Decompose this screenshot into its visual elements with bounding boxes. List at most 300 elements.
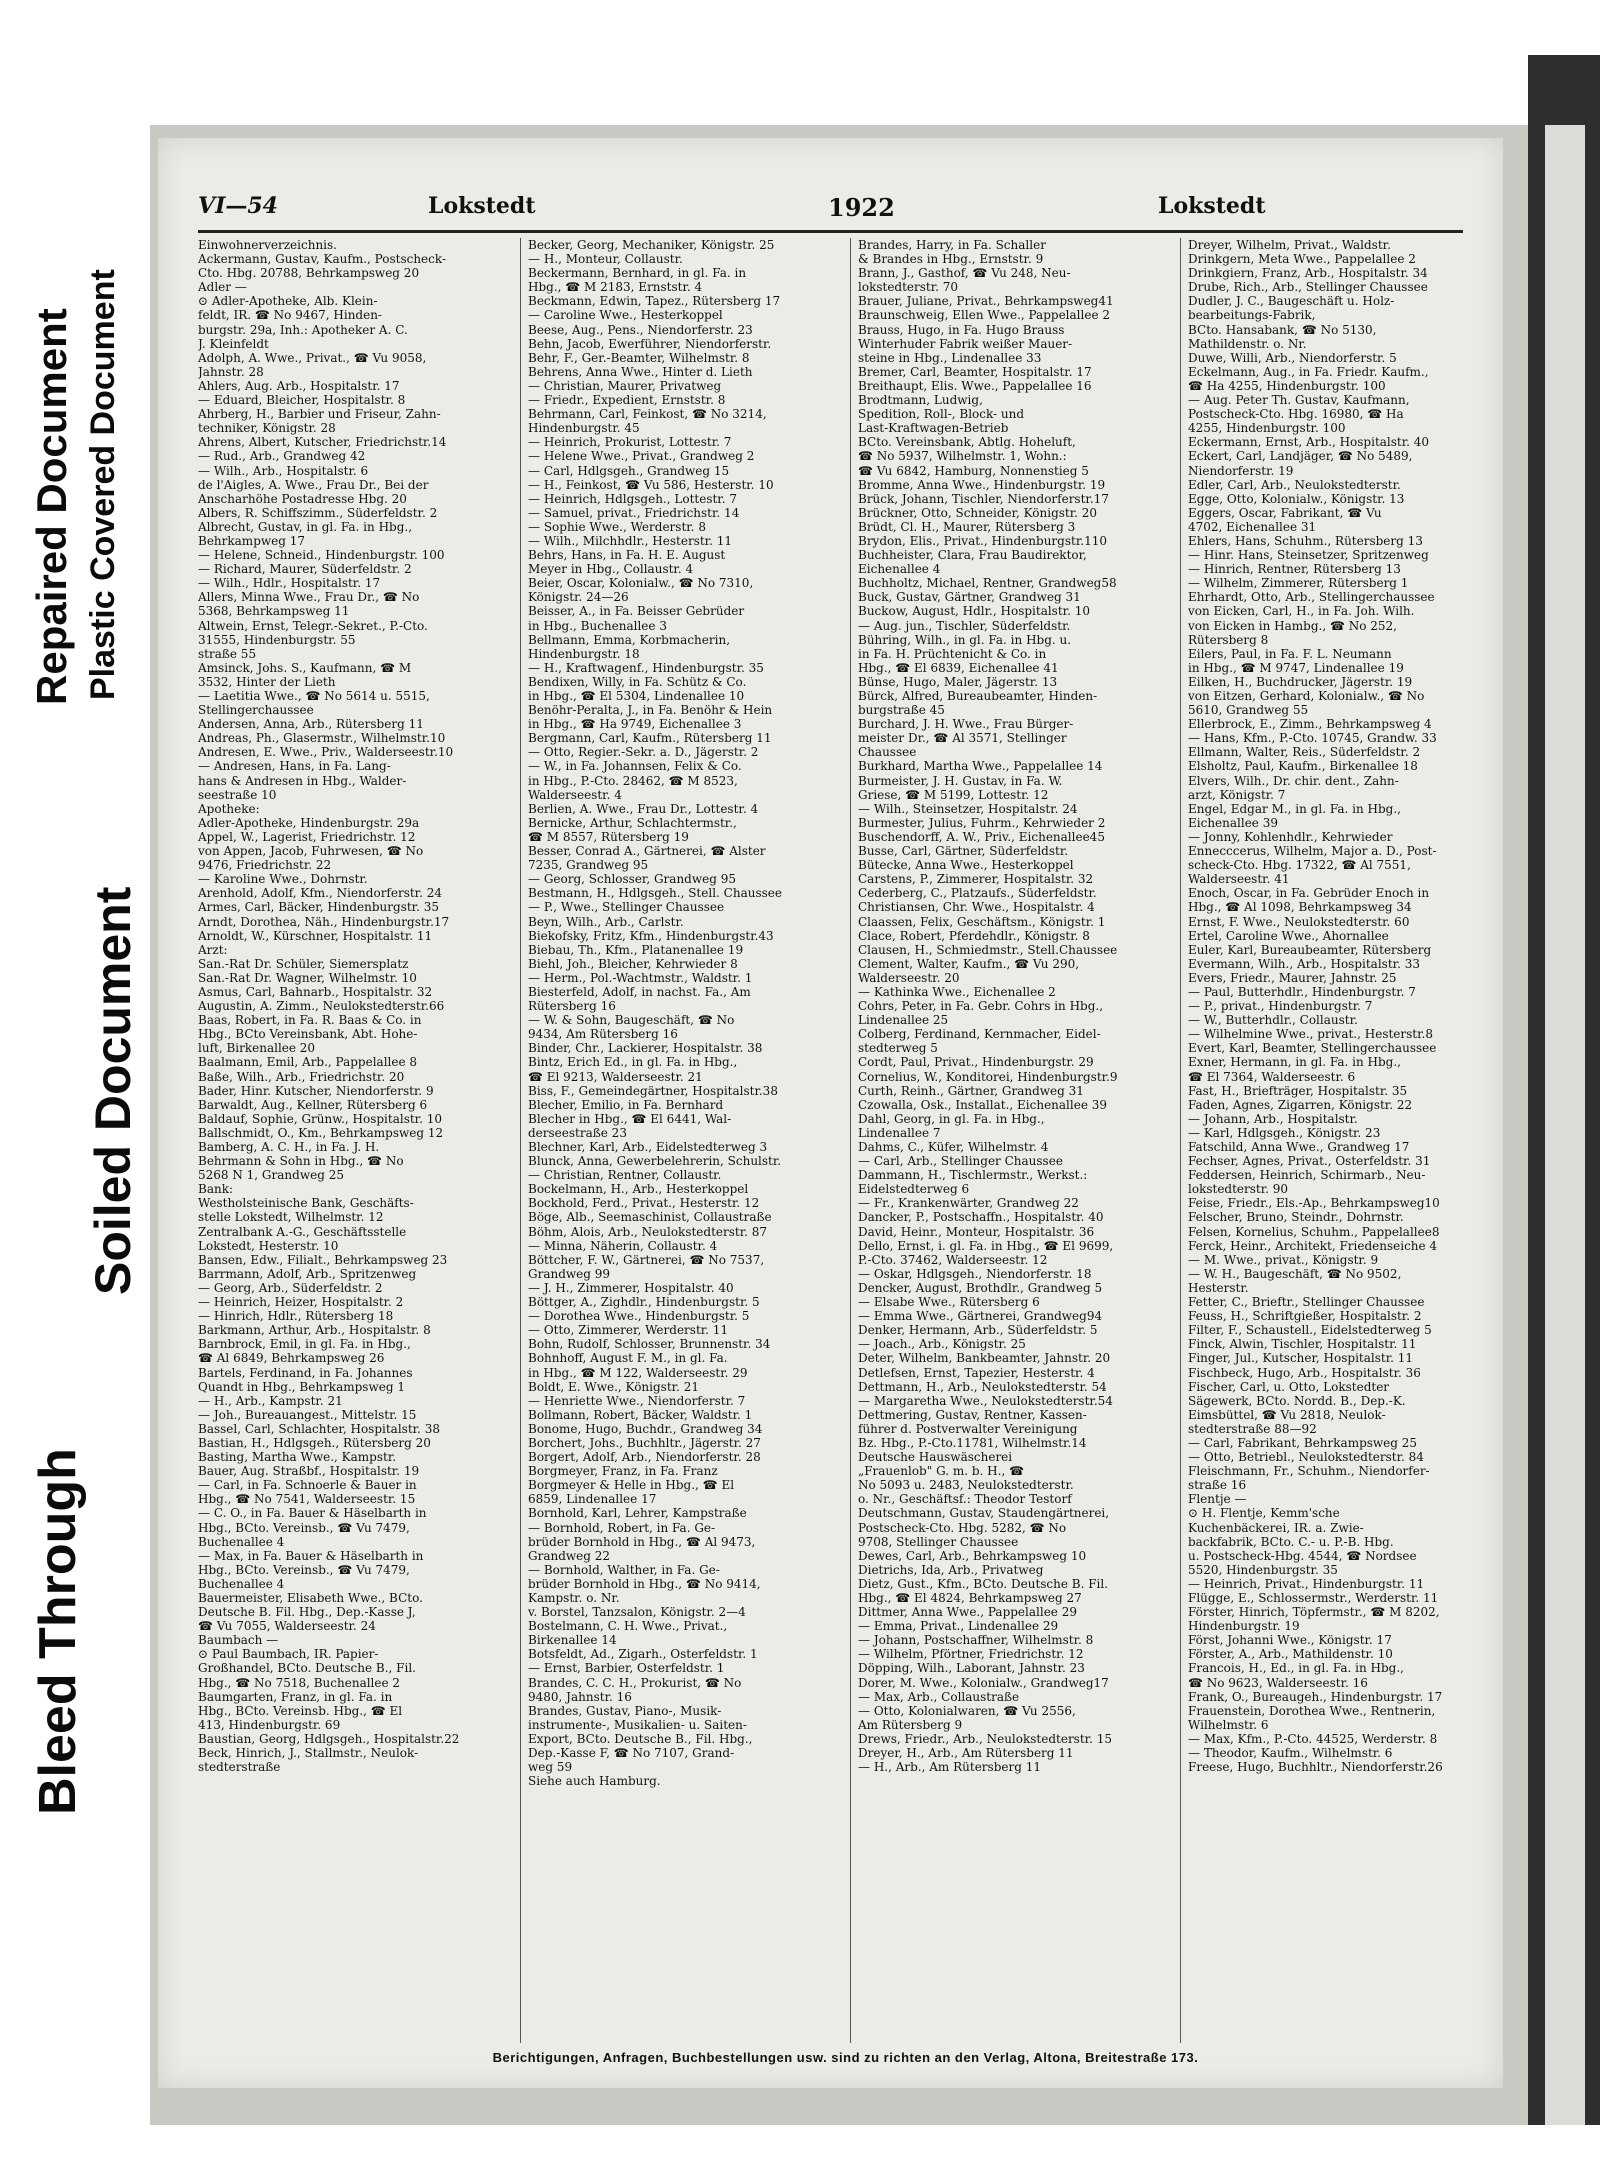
directory-entry-line: techniker, Königstr. 28 bbox=[198, 421, 336, 436]
directory-entry-line: — H., Monteur, Collaustr. bbox=[528, 252, 683, 267]
directory-entry-line: — Otto, Betriebl., Neulokstedterstr. 84 bbox=[1188, 1450, 1424, 1465]
directory-entry-line: straße 55 bbox=[198, 646, 257, 661]
directory-entry-line: Fischbeck, Hugo, Arb., Hospitalstr. 36 bbox=[1188, 1365, 1421, 1380]
directory-entry-line: Frauenstein, Dorothea Wwe., Rentnerin, bbox=[1188, 1703, 1436, 1718]
directory-entry-line: — H., Kraftwagenf., Hindenburgstr. 35 bbox=[528, 660, 764, 675]
directory-entry-line: Arndt, Dorothea, Näh., Hindenburgstr.17 bbox=[198, 914, 450, 929]
directory-entry-line: Cornelius, W., Konditorei, Hindenburgstr.9 bbox=[858, 1069, 1118, 1084]
directory-entry-line: Bremer, Carl, Beamter, Hospitalstr. 17 bbox=[858, 364, 1092, 379]
directory-entry-line: ☎ No 9623, Walderseestr. 16 bbox=[1188, 1675, 1368, 1690]
directory-entry-line: Francois, H., Ed., in gl. Fa. in Hbg., bbox=[1188, 1661, 1404, 1676]
directory-entry-line: — Aug. jun., Tischler, Süderfeldstr. bbox=[858, 618, 1071, 633]
directory-entry-line: Lindenallee 7 bbox=[858, 1125, 941, 1140]
directory-entry-line: Anscharhöhe Postadresse Hbg. 20 bbox=[198, 491, 407, 506]
directory-entry-line: — Carl, in Fa. Schnoerle & Bauer in bbox=[198, 1478, 417, 1493]
directory-entry-line: v. Borstel, Tanzsalon, Königstr. 2—4 bbox=[528, 1605, 746, 1620]
directory-entry-line: Böge, Alb., Seemaschinist, Collaustraße bbox=[528, 1210, 772, 1225]
directory-entry-line: Westholsteinische Bank, Geschäfts- bbox=[198, 1196, 414, 1211]
directory-entry-line: Berlien, A. Wwe., Frau Dr., Lottestr. 4 bbox=[528, 801, 759, 816]
directory-entry-line: — Carl, Fabrikant, Behrkampsweg 25 bbox=[1188, 1435, 1418, 1450]
directory-entry-line: — Otto, Regier.-Sekr. a. D., Jägerstr. 2 bbox=[528, 745, 759, 760]
directory-entry-line: Königstr. 24—26 bbox=[528, 590, 629, 605]
directory-column-2 bbox=[528, 238, 843, 1788]
directory-entry-line: seestraße 10 bbox=[198, 787, 277, 802]
directory-entry-line: von Appen, Jacob, Fuhrwesen, ☎ No bbox=[198, 844, 424, 859]
directory-entry-line: 413, Hindenburgstr. 69 bbox=[198, 1717, 341, 1732]
directory-entry-line: Deter, Wilhelm, Bankbeamter, Jahnstr. 20 bbox=[858, 1351, 1111, 1366]
directory-entry-line: Drinkgiern, Franz, Arb., Hospitalstr. 34 bbox=[1188, 266, 1428, 281]
directory-entry-line: — H., Arb., Am Rütersberg 11 bbox=[858, 1760, 1041, 1775]
directory-entry-line: Bz. Hbg., P.-Cto.11781, Wilhelmstr.14 bbox=[858, 1435, 1087, 1450]
directory-entry-line: Bockhold, Ferd., Privat., Hesterstr. 12 bbox=[528, 1196, 760, 1211]
directory-entry-line: 9708, Stellinger Chaussee bbox=[858, 1534, 1019, 1549]
directory-entry-line: Bergmann, Carl, Kaufm., Rütersberg 11 bbox=[528, 731, 772, 746]
directory-entry-line: Ahrens, Albert, Kutscher, Friedrichstr.14 bbox=[198, 435, 447, 450]
directory-entry-line: Arenhold, Adolf, Kfm., Niendorferstr. 24 bbox=[198, 886, 443, 901]
directory-entry-line: Eichenallee 4 bbox=[858, 562, 941, 577]
directory-entry-line: Andresen, E. Wwe., Priv., Walderseestr.10 bbox=[198, 745, 454, 760]
directory-entry-line: — Hinr. Hans, Steinsetzer, Spritzenweg bbox=[1188, 548, 1429, 563]
directory-entry-line: Dietrichs, Ida, Arb., Privatweg bbox=[858, 1562, 1044, 1577]
directory-entry-line: Beisser, A., in Fa. Beisser Gebrüder bbox=[528, 604, 745, 619]
directory-entry-line: lokstedterstr. 70 bbox=[858, 280, 959, 295]
directory-entry-line: Asmus, Carl, Bahnarb., Hospitalstr. 32 bbox=[198, 984, 433, 999]
directory-entry-line: Faden, Agnes, Zigarren, Königstr. 22 bbox=[1188, 1097, 1413, 1112]
directory-entry-line: Edler, Carl, Arb., Neulokstedterstr. bbox=[1188, 477, 1401, 492]
directory-entry-line: Bank: bbox=[198, 1182, 234, 1197]
directory-entry-line: P.-Cto. 37462, Walderseestr. 12 bbox=[858, 1252, 1048, 1267]
directory-entry-line: Ennecccerus, Wilhelm, Major a. D., Post- bbox=[1188, 844, 1437, 859]
directory-entry-line: steine in Hbg., Lindenallee 33 bbox=[858, 350, 1042, 365]
directory-entry-line: Biesterfeld, Adolf, in nachst. Fa., Am bbox=[528, 984, 751, 999]
directory-entry-line: — Otto, Zimmerer, Werderstr. 11 bbox=[528, 1323, 729, 1338]
directory-entry-line: Andreas, Ph., Glasermstr., Wilhelmstr.10 bbox=[198, 731, 446, 746]
directory-entry-line: Bollmann, Robert, Bäcker, Waldstr. 1 bbox=[528, 1407, 753, 1422]
directory-entry-line: Dettmann, H., Arb., Neulokstedterstr. 54 bbox=[858, 1379, 1107, 1394]
directory-entry-line: Eilers, Paul, in Fa. F. L. Neumann bbox=[1188, 646, 1392, 661]
directory-entry-line: hans & Andresen in Hbg., Walder- bbox=[198, 773, 407, 788]
directory-entry-line: Export, BCto. Deutsche B., Fil. Hbg., bbox=[528, 1731, 753, 1746]
directory-entry-line: Bütecke, Anna Wwe., Hesterkoppel bbox=[858, 858, 1074, 873]
directory-entry-line: — Bornhold, Walther, in Fa. Ge- bbox=[528, 1562, 720, 1577]
directory-entry-line: Apotheke: bbox=[198, 801, 260, 816]
directory-entry-line: San.-Rat Dr. Schüler, Siemersplatz bbox=[198, 956, 409, 971]
directory-entry-line: Brauss, Hugo, in Fa. Hugo Brauss bbox=[858, 322, 1065, 337]
directory-entry-line: ☎ Vu 7055, Walderseestr. 24 bbox=[198, 1619, 376, 1634]
directory-entry-line: Augustin, A. Zimm., Neulokstedterstr.66 bbox=[198, 999, 445, 1014]
directory-entry-line: — Richard, Maurer, Süderfeldstr. 2 bbox=[198, 562, 412, 577]
adjacent-page-edge bbox=[1545, 125, 1585, 2125]
directory-entry-line: Borgmeyer, Franz, in Fa. Franz bbox=[528, 1464, 718, 1479]
directory-entry-line: — Wilh., Steinsetzer, Hospitalstr. 24 bbox=[858, 801, 1078, 816]
directory-entry-line: — Wilhelm, Zimmerer, Rütersberg 1 bbox=[1188, 576, 1409, 591]
directory-entry-line: Flentje — bbox=[1188, 1492, 1247, 1507]
directory-entry-line: San.-Rat Dr. Wagner, Wilhelmstr. 10 bbox=[198, 970, 417, 985]
directory-entry-line: — Margaretha Wwe., Neulokstedterstr.54 bbox=[858, 1393, 1113, 1408]
directory-entry-line: — Carl, Arb., Stellinger Chaussee bbox=[858, 1154, 1063, 1169]
directory-entry-line: Evermann, Wilh., Arb., Hospitalstr. 33 bbox=[1188, 956, 1420, 971]
directory-entry-line: — Hinrich, Rentner, Rütersberg 13 bbox=[1188, 562, 1401, 577]
directory-entry-line: Altwein, Ernst, Telegr.-Sekret., P.-Cto. bbox=[198, 618, 428, 633]
label-sidebar bbox=[0, 0, 150, 2177]
directory-entry-line: Böttcher, F. W., Gärtnerei, ☎ No 7537, bbox=[528, 1252, 765, 1267]
directory-entry-line: — Ernst, Barbier, Osterfeldstr. 1 bbox=[528, 1661, 725, 1676]
directory-entry-line: — Hinrich, Hdlr., Rütersberg 18 bbox=[198, 1309, 394, 1324]
directory-entry-line: stedterstraße 88—92 bbox=[1188, 1421, 1317, 1436]
directory-entry-line: Buck, Gustav, Gärtner, Grandweg 31 bbox=[858, 590, 1081, 605]
directory-entry-line: Eckermann, Ernst, Arb., Hospitalstr. 40 bbox=[1188, 435, 1430, 450]
directory-entry-line: Duwe, Willi, Arb., Niendorferstr. 5 bbox=[1188, 350, 1397, 365]
directory-entry-line: — Wilhelmine Wwe., privat., Hesterstr.8 bbox=[1188, 1027, 1433, 1042]
directory-entry-line: Hbg., BCto. Vereinsb., ☎ Vu 7479, bbox=[198, 1562, 410, 1577]
directory-entry-line: Postscheck-Cto. Hbg. 16980, ☎ Ha bbox=[1188, 407, 1404, 422]
directory-entry-line: — H., Feinkost, ☎ Vu 586, Hesterstr. 10 bbox=[528, 477, 774, 492]
directory-entry-line: u. Postscheck-Hbg. 4544, ☎ Nordsee bbox=[1188, 1548, 1417, 1563]
directory-entry-line: brüder Bornhold in Hbg., ☎ No 9414, bbox=[528, 1576, 761, 1591]
directory-entry-line: — Karoline Wwe., Dohrnstr. bbox=[198, 872, 368, 887]
directory-entry-line: Armes, Carl, Bäcker, Hindenburgstr. 35 bbox=[198, 900, 439, 915]
directory-entry-line: Blecher, Emilio, in Fa. Bernhard bbox=[528, 1097, 724, 1112]
directory-entry-line: 9476, Friedrichstr. 22 bbox=[198, 858, 332, 873]
directory-entry-line: — Friedr., Expedient, Ernststr. 8 bbox=[528, 393, 726, 408]
directory-entry-line: Biebau, Th., Kfm., Platanenallee 19 bbox=[528, 942, 744, 957]
directory-entry-line: ☎ M 8557, Rütersberg 19 bbox=[528, 829, 689, 844]
directory-entry-line: Curth, Reinh., Gärtner, Grandweg 31 bbox=[858, 1083, 1084, 1098]
directory-entry-line: Clausen, H., Schmiedmstr., Stell.Chaussee bbox=[858, 942, 1118, 957]
directory-entry-line: ⊙ Adler-Apotheke, Alb. Klein- bbox=[198, 294, 378, 309]
directory-entry-line: Brydon, Elis., Privat., Hindenburgstr.110 bbox=[858, 533, 1107, 548]
directory-entry-line: ☎ El 7364, Walderseestr. 6 bbox=[1188, 1069, 1356, 1084]
directory-entry-line: Baalmann, Emil, Arb., Pappelallee 8 bbox=[198, 1055, 418, 1070]
directory-entry-line: Adler — bbox=[198, 280, 247, 295]
directory-entry-line: Enoch, Oscar, in Fa. Gebrüder Enoch in bbox=[1188, 886, 1430, 901]
directory-entry-line: „Frauenlob" G. m. b. H., ☎ bbox=[858, 1464, 1025, 1479]
directory-entry-line: Drews, Friedr., Arb., Neulokstedterstr. 15 bbox=[858, 1731, 1112, 1746]
directory-entry-line: in Hbg., ☎ M 9747, Lindenallee 19 bbox=[1188, 660, 1404, 675]
directory-entry-line: Hindenburgstr. 45 bbox=[528, 421, 640, 436]
directory-entry-line: Biss, F., Gemeindegärtner, Hospitalstr.38 bbox=[528, 1083, 778, 1098]
directory-entry-line: Fischer, Carl, u. Otto, Lokstedter bbox=[1188, 1379, 1390, 1394]
directory-entry-line: führer d. Postverwalter Vereinigung bbox=[858, 1421, 1078, 1436]
directory-entry-line: Förster, Hinrich, Töpfermstr., ☎ M 8202, bbox=[1188, 1605, 1440, 1620]
directory-entry-line: Behn, Jacob, Ewerführer, Niendorferstr. bbox=[528, 336, 772, 351]
directory-entry-line: Dietz, Gust., Kfm., BCto. Deutsche B. Fil. bbox=[858, 1576, 1109, 1591]
directory-entry-line: ☎ No 5937, Wilhelmstr. 1, Wohn.: bbox=[858, 449, 1067, 464]
directory-entry-line: Först, Johanni Wwe., Königstr. 17 bbox=[1188, 1633, 1392, 1648]
directory-entry-line: Barrmann, Adolf, Arb., Spritzenweg bbox=[198, 1266, 417, 1281]
directory-entry-line: von Eitzen, Gerhard, Kolonialw., ☎ No bbox=[1188, 689, 1425, 703]
directory-entry-line: Burmeister, J. H. Gustav, in Fa. W. bbox=[858, 773, 1063, 788]
directory-entry-line: & Brandes in Hbg., Ernststr. 9 bbox=[858, 252, 1044, 267]
directory-entry-line: Ferck, Heinr., Architekt, Friedenseiche 4 bbox=[1188, 1238, 1438, 1253]
directory-entry-line: Becker, Georg, Mechaniker, Königstr. 25 bbox=[528, 238, 775, 252]
directory-entry-line: Barkmann, Arthur, Arb., Hospitalstr. 8 bbox=[198, 1323, 431, 1338]
directory-entry-line: Bintz, Erich Ed., in gl. Fa. in Hbg., bbox=[528, 1055, 738, 1070]
directory-entry-line: Rütersberg 16 bbox=[528, 999, 616, 1014]
directory-entry-line: Feuss, H., Schriftgießer, Hospitalstr. 2 bbox=[1188, 1309, 1422, 1324]
directory-entry-line: Quandt in Hbg., Behrkampsweg 1 bbox=[198, 1379, 405, 1394]
directory-entry-line: Bamberg, A. C. H., in Fa. J. H. bbox=[198, 1140, 380, 1154]
directory-entry-line: in Hbg., ☎ Ha 9749, Eichenallee 3 bbox=[528, 717, 742, 732]
header-year: 1922 bbox=[828, 193, 895, 222]
directory-entry-line: Baldauf, Sophie, Grünw., Hospitalstr. 10 bbox=[198, 1111, 442, 1126]
directory-entry-line: 4255, Hindenburgstr. 100 bbox=[1188, 421, 1346, 436]
directory-entry-line: bearbeitungs-Fabrik, bbox=[1188, 308, 1316, 323]
directory-entry-line: Albers, R. Schiffszimm., Süderfeldstr. 2 bbox=[198, 505, 438, 520]
directory-entry-line: backfabrik, BCto. C.- u. P.-B. Hbg. bbox=[1188, 1534, 1394, 1549]
directory-entry-line: von Eicken in Hambg., ☎ No 252, bbox=[1188, 618, 1397, 633]
directory-entry-line: Finger, Jul., Kutscher, Hospitalstr. 11 bbox=[1188, 1351, 1414, 1366]
directory-entry-line: Colberg, Ferdinand, Kernmacher, Eidel- bbox=[858, 1027, 1101, 1042]
directory-entry-line: Ernst, F. Wwe., Neulokstedterstr. 60 bbox=[1188, 914, 1410, 929]
directory-entry-line: Dammann, H., Tischlermstr., Werkst.: bbox=[858, 1168, 1088, 1183]
directory-entry-line: — Max, Arb., Collaustraße bbox=[858, 1689, 1020, 1704]
directory-entry-line: Claassen, Felix, Geschäftsm., Königstr. 1 bbox=[858, 914, 1106, 929]
directory-entry-line: Baustian, Georg, Hdlgsgeh., Hospitalstr.22 bbox=[198, 1731, 460, 1746]
directory-entry-line: 7235, Grandweg 95 bbox=[528, 858, 649, 873]
directory-entry-line: Egge, Otto, Kolonialw., Königstr. 13 bbox=[1188, 491, 1405, 506]
directory-entry-line: Beck, Hinrich, J., Stallmstr., Neulok- bbox=[198, 1746, 419, 1761]
directory-entry-line: J. Kleinfeldt bbox=[198, 336, 269, 351]
directory-entry-line: — Georg, Schlosser, Grandweg 95 bbox=[528, 872, 736, 887]
directory-entry-line: — C. O., in Fa. Bauer & Häselbarth in bbox=[198, 1506, 427, 1521]
directory-entry-line: Lokstedt, Hesterstr. 10 bbox=[198, 1238, 339, 1253]
directory-entry-line: Ertel, Caroline Wwe., Ahornallee bbox=[1188, 928, 1389, 943]
directory-entry-line: Behrs, Hans, in Fa. H. E. August bbox=[528, 548, 726, 563]
directory-entry-line: Bockelmann, H., Arb., Hesterkoppel bbox=[528, 1182, 749, 1197]
directory-entry-line: Evers, Friedr., Maurer, Jahnstr. 25 bbox=[1188, 970, 1397, 985]
directory-entry-line: Benöhr-Peralta, J., in Fa. Benöhr & Hein bbox=[528, 703, 773, 718]
directory-entry-line: David, Heinr., Monteur, Hospitalstr. 36 bbox=[858, 1224, 1095, 1239]
directory-entry-line: Borgmeyer & Helle in Hbg., ☎ El bbox=[528, 1478, 735, 1493]
header-right-title: Lokstedt bbox=[1158, 193, 1266, 219]
directory-entry-line: Behrmann & Sohn in Hbg., ☎ No bbox=[198, 1154, 404, 1169]
directory-entry-line: — W., Butterhdlr., Collaustr. bbox=[1188, 1013, 1358, 1028]
directory-entry-line: luft, Birkenallee 20 bbox=[198, 1041, 316, 1056]
directory-entry-line: Postscheck-Cto. Hbg. 5282, ☎ No bbox=[858, 1520, 1067, 1535]
directory-entry-line: Bestmann, H., Hdlgsgeh., Stell. Chaussee bbox=[528, 886, 782, 901]
directory-entry-line: Rütersberg 8 bbox=[1188, 632, 1269, 647]
directory-entry-line: Meyer in Hbg., Collaustr. 4 bbox=[528, 562, 694, 577]
directory-entry-line: — M. Wwe., privat., Königstr. 9 bbox=[1188, 1252, 1379, 1267]
directory-entry-line: Clement, Walter, Kaufm., ☎ Vu 290, bbox=[858, 956, 1080, 971]
directory-entry-line: Zentralbank A.-G., Geschäftsstelle bbox=[198, 1224, 407, 1239]
directory-entry-line: Baße, Wilh., Arb., Friedrichstr. 20 bbox=[198, 1069, 405, 1084]
directory-entry-line: Fleischmann, Fr., Schuhm., Niendorfer- bbox=[1188, 1464, 1430, 1479]
directory-entry-line: — Minna, Näherin, Collaustr. 4 bbox=[528, 1238, 718, 1253]
directory-entry-line: Beckermann, Bernhard, in gl. Fa. in bbox=[528, 266, 747, 281]
directory-entry-line: — Wilh., Milchhdlr., Hesterstr. 11 bbox=[528, 533, 732, 548]
directory-entry-line: Deutschmann, Gustav, Staudengärtnerei, bbox=[858, 1506, 1110, 1521]
directory-entry-line: Baas, Robert, in Fa. R. Baas & Co. in bbox=[198, 1013, 422, 1028]
directory-entry-line: Botsfeldt, Ad., Zigarh., Osterfeldstr. 1 bbox=[528, 1647, 758, 1662]
directory-entry-line: — Jonny, Kohlenhdlr., Kehrwieder bbox=[1188, 829, 1393, 844]
directory-entry-line: 5368, Behrkampsweg 11 bbox=[198, 604, 350, 619]
directory-entry-line: — Theodor, Kaufm., Wilhelmstr. 6 bbox=[1188, 1746, 1393, 1761]
directory-entry-line: ☎ Al 6849, Behrkampsweg 26 bbox=[198, 1351, 385, 1366]
directory-entry-line: Chaussee bbox=[858, 745, 917, 760]
header-left-title: Lokstedt bbox=[428, 193, 536, 219]
label-plastic-covered-document: Plastic Covered Document bbox=[84, 269, 122, 700]
directory-entry-line: Hbg., ☎ No 7541, Walderseestr. 15 bbox=[198, 1492, 416, 1507]
directory-entry-line: Sägewerk, BCto. Nordd. B., Dep.-K. bbox=[1188, 1393, 1406, 1408]
directory-entry-line: Bader, Hinr. Kutscher, Niendorferstr. 9 bbox=[198, 1083, 434, 1098]
directory-entry-line: Böhm, Alois, Arb., Neulokstedterstr. 87 bbox=[528, 1224, 768, 1239]
directory-entry-line: Cto. Hbg. 20788, Behrkampsweg 20 bbox=[198, 266, 420, 281]
directory-entry-line: Bromme, Anna Wwe., Hindenburgstr. 19 bbox=[858, 477, 1106, 492]
directory-entry-line: Ahlers, Aug. Arb., Hospitalstr. 17 bbox=[198, 378, 400, 393]
directory-entry-line: 6859, Lindenallee 17 bbox=[528, 1492, 657, 1507]
directory-entry-line: Elsholtz, Paul, Kaufm., Birkenallee 18 bbox=[1188, 759, 1418, 774]
directory-entry-line: Clace, Robert, Pferdehdlr., Königstr. 8 bbox=[858, 928, 1090, 943]
directory-entry-line: Brann, J., Gasthof, ☎ Vu 248, Neu- bbox=[858, 266, 1071, 281]
directory-entry-line: Hbg., ☎ El 6839, Eichenallee 41 bbox=[858, 660, 1059, 675]
column-divider-1 bbox=[520, 238, 521, 2043]
directory-entry-line: Hbg., ☎ No 7518, Buchenallee 2 bbox=[198, 1675, 401, 1690]
directory-entry-line: Filter, F., Schaustell., Eidelstedterweg 5 bbox=[1188, 1323, 1432, 1338]
directory-entry-line: — Fr., Krankenwärter, Grandweg 22 bbox=[858, 1196, 1079, 1211]
directory-entry-line: Feise, Friedr., Els.-Ap., Behrkampsweg10 bbox=[1188, 1196, 1440, 1211]
directory-entry-line: Adolph, A. Wwe., Privat., ☎ Vu 9058, bbox=[198, 350, 427, 365]
directory-entry-line: — Max, Kfm., P.-Cto. 44525, Werderstr. 8 bbox=[1188, 1731, 1438, 1746]
directory-entry-line: — Andresen, Hans, in Fa. Lang- bbox=[198, 759, 391, 774]
directory-entry-line: Busse, Carl, Gärtner, Süderfeldstr. bbox=[858, 844, 1069, 859]
directory-entry-line: — Hans, Kfm., P.-Cto. 10745, Grandw. 33 bbox=[1188, 731, 1437, 746]
directory-entry-line: — H., Arb., Kampstr. 21 bbox=[198, 1393, 343, 1408]
directory-entry-line: — W. & Sohn, Baugeschäft, ☎ No bbox=[528, 1013, 735, 1028]
directory-entry-line: No 5093 u. 2483, Neulokstedterstr. bbox=[858, 1478, 1074, 1493]
directory-entry-line: in Fa. H. Prüchtenicht & Co. in bbox=[858, 646, 1047, 661]
directory-entry-line: Beese, Aug., Pens., Niendorferstr. 23 bbox=[528, 322, 753, 337]
directory-entry-line: — Aug. Peter Th. Gustav, Kaufmann, bbox=[1188, 393, 1410, 408]
directory-entry-line: Kuchenbäckerei, IR. a. Zwie- bbox=[1188, 1520, 1364, 1535]
directory-entry-line: Böttger, A., Zighdlr., Hindenburgstr. 5 bbox=[528, 1295, 760, 1310]
directory-entry-line: 9434, Am Rütersberg 16 bbox=[528, 1027, 678, 1042]
directory-entry-line: o. Nr., Geschäftsf.: Theodor Testorf bbox=[858, 1492, 1072, 1507]
directory-entry-line: — Heinrich, Prokurist, Lottestr. 7 bbox=[528, 435, 732, 450]
directory-entry-line: Dahms, C., Küfer, Wilhelmstr. 4 bbox=[858, 1140, 1049, 1154]
directory-entry-line: Dettmering, Gustav, Rentner, Kassen- bbox=[858, 1407, 1087, 1422]
directory-entry-line: Bonome, Hugo, Buchdr., Grandweg 34 bbox=[528, 1421, 763, 1436]
directory-entry-line: — Heinrich, Privat., Hindenburgstr. 11 bbox=[1188, 1576, 1425, 1591]
directory-entry-line: derseestraße 23 bbox=[528, 1125, 627, 1140]
directory-entry-line: Finck, Alwin, Tischler, Hospitalstr. 11 bbox=[1188, 1337, 1417, 1352]
directory-entry-line: Biekofsky, Fritz, Kfm., Hindenburgstr.43 bbox=[528, 928, 774, 943]
directory-entry-line: — P., Wwe., Stellinger Chaussee bbox=[528, 900, 725, 915]
directory-entry-line: 5610, Grandweg 55 bbox=[1188, 703, 1309, 718]
directory-entry-line: 3532, Hinter der Lieth bbox=[198, 674, 336, 689]
directory-entry-line: Hbg., BCto Vereinsbank, Abt. Hohe- bbox=[198, 1027, 418, 1042]
directory-entry-line: — Samuel, privat., Friedrichstr. 14 bbox=[528, 505, 740, 520]
directory-entry-line: — J. H., Zimmerer, Hospitalstr. 40 bbox=[528, 1280, 734, 1295]
directory-entry-line: stelle Lokstedt, Wilhelmstr. 12 bbox=[198, 1210, 384, 1225]
directory-entry-line: Elvers, Wilh., Dr. chir. dent., Zahn- bbox=[1188, 773, 1399, 788]
directory-entry-line: stedterstraße bbox=[198, 1760, 281, 1775]
directory-entry-line: Dewes, Carl, Arb., Behrkampsweg 10 bbox=[858, 1548, 1087, 1563]
directory-entry-line: Besser, Conrad A., Gärtnerei, ☎ Alster bbox=[528, 844, 766, 859]
directory-entry-line: Dahl, Georg, in gl. Fa. in Hbg., bbox=[858, 1111, 1045, 1126]
directory-entry-line: — Heinrich, Heizer, Hospitalstr. 2 bbox=[198, 1295, 404, 1310]
directory-entry-line: Ellerbrock, E., Zimm., Behrkampsweg 4 bbox=[1188, 717, 1432, 732]
directory-entry-line: Beier, Oscar, Kolonialw., ☎ No 7310, bbox=[528, 576, 754, 591]
directory-column-3 bbox=[858, 238, 1173, 1774]
directory-entry-line: ☎ Ha 4255, Hindenburgstr. 100 bbox=[1188, 378, 1386, 393]
directory-entry-line: Barwaldt, Aug., Kellner, Rütersberg 6 bbox=[198, 1097, 428, 1112]
directory-entry-line: Eichenallee 39 bbox=[1188, 815, 1278, 830]
directory-entry-line: Borgert, Adolf, Arb., Niendorferstr. 28 bbox=[528, 1450, 761, 1465]
directory-entry-line: Beyn, Wilh., Arb., Carlstr. bbox=[528, 914, 684, 929]
directory-entry-line: Großhandel, BCto. Deutsche B., Fil. bbox=[198, 1661, 416, 1676]
directory-entry-line: Biehl, Joh., Bleicher, Kehrwieder 8 bbox=[528, 956, 738, 971]
directory-entry-line: — Joach., Arb., Königstr. 25 bbox=[858, 1337, 1026, 1352]
directory-entry-line: de l'Aigles, A. Wwe., Frau Dr., Bei der bbox=[198, 477, 429, 492]
directory-entry-line: — Christian, Rentner, Collaustr. bbox=[528, 1168, 722, 1183]
directory-entry-line: Bürck, Alfred, Bureaubeamter, Hinden- bbox=[858, 689, 1098, 703]
directory-entry-line: — Otto, Kolonialwaren, ☎ Vu 2556, bbox=[858, 1703, 1076, 1718]
column-divider-2 bbox=[850, 238, 851, 2043]
header-rule bbox=[198, 230, 1463, 233]
directory-entry-line: 9480, Jahnstr. 16 bbox=[528, 1689, 632, 1704]
directory-entry-line: Deutsche B. Fil. Hbg., Dep.-Kasse J, bbox=[198, 1605, 416, 1620]
directory-entry-line: Flügge, E., Schlossermstr., Werderstr. 11 bbox=[1188, 1591, 1439, 1605]
directory-entry-line: Baumbach — bbox=[198, 1633, 279, 1648]
directory-entry-line: brüder Bornhold in Hbg., ☎ Al 9473, bbox=[528, 1534, 756, 1549]
directory-entry-line: ⊙ Paul Baumbach, IR. Papier- bbox=[198, 1647, 379, 1662]
directory-entry-line: Eimsbüttel, ☎ Vu 2818, Neulok- bbox=[1188, 1407, 1386, 1422]
directory-entry-line: Winterhuder Fabrik weißer Mauer- bbox=[858, 336, 1073, 351]
directory-entry-line: in Hbg., Buchenallee 3 bbox=[528, 618, 667, 633]
directory-entry-line: Felsen, Kornelius, Schuhm., Pappelallee8 bbox=[1188, 1224, 1440, 1239]
directory-entry-line: Boldt, E. Wwe., Königstr. 21 bbox=[528, 1379, 699, 1394]
directory-entry-line: — Laetitia Wwe., ☎ No 5614 u. 5515, bbox=[198, 689, 430, 703]
directory-entry-line: Walderseestr. 41 bbox=[1188, 872, 1290, 887]
directory-entry-line: BCto. Hansabank, ☎ No 5130, bbox=[1188, 322, 1377, 337]
directory-entry-line: Förster, A., Arb., Mathildenstr. 10 bbox=[1188, 1647, 1393, 1662]
directory-entry-line: Hindenburgstr. 19 bbox=[1188, 1619, 1300, 1634]
directory-entry-line: — Herm., Pol.-Wachtmstr., Waldstr. 1 bbox=[528, 970, 753, 985]
directory-entry-line: Fetter, C., Brieftr., Stellinger Chaussee bbox=[1188, 1295, 1425, 1310]
directory-entry-line: Burchard, J. H. Wwe., Frau Bürger- bbox=[858, 717, 1074, 732]
page-header bbox=[198, 193, 1463, 223]
directory-entry-line: — Johann, Postschaffner, Wilhelmstr. 8 bbox=[858, 1633, 1094, 1648]
directory-entry-line: — Kathinka Wwe., Eichenallee 2 bbox=[858, 984, 1056, 999]
directory-entry-line: Felscher, Bruno, Steindr., Dohrnstr. bbox=[1188, 1210, 1404, 1225]
directory-entry-line: scheck-Cto. Hbg. 17322, ☎ Al 7551, bbox=[1188, 858, 1411, 873]
directory-entry-line: Amsinck, Johs. S., Kaufmann, ☎ M bbox=[198, 660, 412, 675]
directory-entry-line: Griese, ☎ M 5199, Lottestr. 12 bbox=[858, 787, 1049, 802]
directory-entry-line: — W. H., Baugeschäft, ☎ No 9502, bbox=[1188, 1266, 1402, 1281]
directory-entry-line: Andersen, Anna, Arb., Rütersberg 11 bbox=[198, 717, 424, 732]
directory-entry-line: Brodtmann, Ludwig, bbox=[858, 393, 983, 408]
directory-entry-line: Bauermeister, Elisabeth Wwe., BCto. bbox=[198, 1591, 423, 1605]
directory-entry-line: Eilken, H., Buchdrucker, Jägerstr. 19 bbox=[1188, 674, 1413, 689]
directory-entry-line: in Hbg., ☎ M 122, Walderseestr. 29 bbox=[528, 1365, 748, 1380]
directory-column-4 bbox=[1188, 238, 1503, 1774]
directory-entry-line: straße 16 bbox=[1188, 1478, 1247, 1493]
directory-entry-line: instrumente-, Musikalien- u. Saiten- bbox=[528, 1717, 747, 1732]
directory-entry-line: Dello, Ernst, i. gl. Fa. in Hbg., ☎ El 9699, bbox=[858, 1238, 1114, 1253]
directory-entry-line: Ackermann, Gustav, Kaufm., Postscheck- bbox=[198, 252, 446, 267]
directory-column-1 bbox=[198, 238, 513, 1774]
directory-entry-line: Bühring, Wilh., in gl. Fa. in Hbg. u. bbox=[858, 632, 1072, 647]
directory-entry-line: meister Dr., ☎ Al 3571, Stellinger bbox=[858, 731, 1067, 746]
directory-entry-line: Adler-Apotheke, Hindenburgstr. 29a bbox=[198, 815, 420, 830]
directory-entry-line: Buchheister, Clara, Frau Baudirektor, bbox=[858, 548, 1087, 563]
directory-entry-line: 31555, Hindenburgstr. 55 bbox=[198, 632, 356, 647]
directory-entry-line: Buchholtz, Michael, Rentner, Grandweg58 bbox=[858, 576, 1117, 591]
directory-entry-line: Dreyer, Wilhelm, Privat., Waldstr. bbox=[1188, 238, 1391, 252]
directory-entry-line: — Helene Wwe., Privat., Grandweg 2 bbox=[528, 449, 755, 464]
